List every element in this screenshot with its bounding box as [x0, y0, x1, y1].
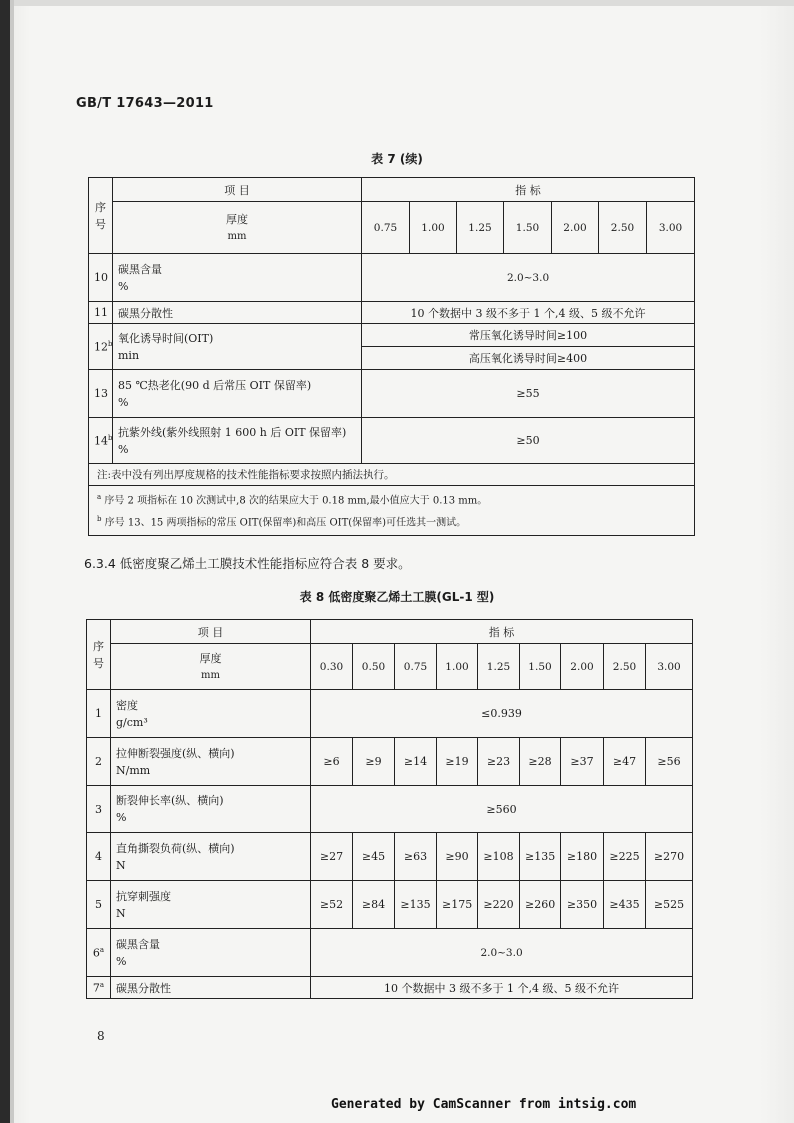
t7-thk-3: 1.50 — [504, 202, 552, 254]
table-row — [87, 929, 693, 977]
t8-item — [111, 738, 311, 786]
t7-thk-4: 2.00 — [552, 202, 599, 254]
footnote-text: 序号 2 项指标在 10 次测试中,8 次的结果应大于 0.18 mm,最小值应大于 0.13 mm。 — [104, 495, 488, 507]
t8-value: ≥63 — [395, 833, 437, 881]
t7-item — [113, 254, 362, 302]
t8-item-name: 拉伸断裂强度(纵、横向) — [116, 746, 235, 760]
footnote-text: 序号 13、15 两项指标的常压 OIT(保留率)和高压 OIT(保留率)可任选其一测试。 — [104, 517, 467, 529]
table-row — [87, 881, 693, 929]
t8-item-unit: N — [116, 906, 126, 920]
scan-left-edge — [0, 0, 10, 1123]
t8-item — [111, 833, 311, 881]
t7-item-header: 项 目 — [113, 178, 362, 202]
t8-thk-7: 2.50 — [604, 644, 646, 690]
t8-value: ≥84 — [353, 881, 395, 929]
t7-seq-header: 序 号 — [89, 178, 113, 254]
t8-seq — [87, 929, 111, 977]
t7-seq-footnote-mark: b — [108, 433, 113, 442]
t8-value: ≥56 — [646, 738, 693, 786]
t8-value: ≥23 — [478, 738, 520, 786]
t7-item-unit: min — [118, 348, 140, 362]
t8-value: ≥220 — [478, 881, 520, 929]
t7-item-unit: % — [118, 395, 129, 409]
footnote-mark: a — [97, 493, 102, 501]
t8-item-name: 密度 — [116, 698, 138, 712]
t8-seq-footnote-mark: a — [99, 980, 105, 989]
t7-seq — [89, 418, 113, 464]
t8-value: ≥560 — [311, 786, 693, 833]
t7-thk-0: 0.75 — [362, 202, 410, 254]
t8-value: ≥435 — [604, 881, 646, 929]
t8-indicator-header: 指 标 — [311, 620, 693, 644]
t8-value: ≥6 — [311, 738, 353, 786]
t8-item-unit: N — [116, 858, 126, 872]
t7-indicator-header: 指 标 — [362, 178, 695, 202]
t7-item-unit: % — [118, 442, 129, 456]
t8-value: ≥175 — [437, 881, 478, 929]
t8-item — [111, 786, 311, 833]
scan-left-shadow — [10, 0, 14, 1123]
t8-thk-4: 1.25 — [478, 644, 520, 690]
t7-seq: 10 — [89, 254, 113, 302]
t8-value: ≥52 — [311, 881, 353, 929]
t8-seq — [87, 977, 111, 999]
t8-seq-footnote-mark: a — [99, 945, 105, 954]
t7-value: 10 个数据中 3 级不多于 1 个,4 级、5 级不允许 — [362, 302, 695, 324]
t8-value: ≥135 — [395, 881, 437, 929]
t7-item-name: 抗紫外线(紫外线照射 1 600 h 后 OIT 保留率) — [118, 425, 347, 439]
t7-item-unit: % — [118, 279, 129, 293]
t8-value: ≥90 — [437, 833, 478, 881]
t7-thickness-unit: mm — [227, 230, 247, 242]
footnote-mark: b — [97, 515, 102, 524]
t8-value: ≥28 — [520, 738, 561, 786]
t8-value: 2.0~3.0 — [311, 929, 693, 977]
table-row — [89, 418, 695, 464]
t7-item — [113, 418, 362, 464]
t7-item — [113, 370, 362, 418]
footnote-b — [97, 510, 689, 532]
scan-top-edge — [0, 0, 794, 6]
t7-footnotes — [89, 486, 695, 536]
t8-item-name: 直角撕裂负荷(纵、横向) — [116, 841, 235, 855]
t7-item-name: 氧化诱导时间(OIT) — [118, 331, 214, 345]
table-row — [87, 833, 693, 881]
t8-thk-8: 3.00 — [646, 644, 693, 690]
t8-value: ≥37 — [561, 738, 604, 786]
t8-value: ≥135 — [520, 833, 561, 881]
t8-seq: 2 — [87, 738, 111, 786]
table-row — [87, 738, 693, 786]
t8-thickness-header — [111, 644, 311, 690]
t7-item-name: 碳黑分散性 — [113, 302, 362, 324]
t7-value: ≥55 — [362, 370, 695, 418]
t8-item — [111, 690, 311, 738]
scanner-watermark: Generated by CamScanner from intsig.com — [331, 1097, 637, 1112]
t8-thk-5: 1.50 — [520, 644, 561, 690]
t7-thk-6: 3.00 — [647, 202, 695, 254]
t8-value: ≤0.939 — [311, 690, 693, 738]
t8-item-unit: % — [116, 954, 127, 968]
t7-item-name: 碳黑含量 — [118, 262, 162, 276]
table-row — [87, 786, 693, 833]
t8-value: ≥9 — [353, 738, 395, 786]
t8-seq-header: 序 号 — [87, 620, 111, 690]
t8-value: ≥270 — [646, 833, 693, 881]
t7-item-name: 85 ℃热老化(90 d 后常压 OIT 保留率) — [118, 378, 312, 392]
t8-thickness-unit: mm — [201, 669, 220, 681]
t8-item-name: 碳黑含量 — [116, 937, 160, 951]
t7-seq: 13 — [89, 370, 113, 418]
table7-caption: 表 7 (续) — [371, 152, 423, 166]
t8-value: ≥47 — [604, 738, 646, 786]
table-row — [89, 254, 695, 302]
t8-value: ≥14 — [395, 738, 437, 786]
t8-item — [111, 881, 311, 929]
page-number: 8 — [97, 1029, 105, 1043]
table-row — [89, 370, 695, 418]
t8-item — [111, 929, 311, 977]
t8-seq: 3 — [87, 786, 111, 833]
t7-value: 2.0~3.0 — [362, 254, 695, 302]
t7-value: 高压氧化诱导时间≥400 — [362, 347, 695, 370]
t8-item-header: 项 目 — [111, 620, 311, 644]
table8 — [86, 619, 693, 999]
t8-seq: 4 — [87, 833, 111, 881]
table8-caption: 表 8 低密度聚乙烯土工膜(GL-1 型) — [299, 590, 495, 604]
t8-value: ≥45 — [353, 833, 395, 881]
t8-value: ≥108 — [478, 833, 520, 881]
t8-seq-number: 7 — [92, 981, 100, 995]
t7-seq: 11 — [89, 302, 113, 324]
t8-item-unit: % — [116, 811, 127, 824]
table-row — [87, 690, 693, 738]
t7-item — [113, 324, 362, 370]
t7-thickness-label: 厚度 — [226, 212, 248, 226]
t7-thk-2: 1.25 — [457, 202, 504, 254]
t8-value: ≥225 — [604, 833, 646, 881]
t8-value: ≥27 — [311, 833, 353, 881]
t8-thk-6: 2.00 — [561, 644, 604, 690]
t8-item-unit: N/mm — [116, 763, 151, 777]
t8-thk-1: 0.50 — [353, 644, 395, 690]
t8-thk-3: 1.00 — [437, 644, 478, 690]
standard-code: GB/T 17643—2011 — [76, 96, 214, 111]
table-row — [87, 977, 693, 999]
t8-value: ≥260 — [520, 881, 561, 929]
t7-seq-number: 14 — [94, 434, 108, 448]
t8-value: ≥525 — [646, 881, 693, 929]
table7 — [88, 177, 695, 536]
clause-6-3-4: 6.3.4 低密度聚乙烯土工膜技术性能指标应符合表 8 要求。 — [84, 556, 411, 571]
t8-seq: 1 — [87, 690, 111, 738]
t8-value: ≥350 — [561, 881, 604, 929]
t8-value: ≥19 — [437, 738, 478, 786]
t7-thickness-header — [113, 202, 362, 254]
table-row — [89, 302, 695, 324]
t8-seq-number: 6 — [92, 946, 100, 960]
t7-thk-1: 1.00 — [410, 202, 457, 254]
t8-item-name: 抗穿刺强度 — [116, 889, 171, 903]
t8-seq: 5 — [87, 881, 111, 929]
footnote-a — [97, 488, 689, 510]
t7-value: ≥50 — [362, 418, 695, 464]
t7-thk-5: 2.50 — [599, 202, 647, 254]
t7-seq — [89, 324, 113, 370]
t8-thk-2: 0.75 — [395, 644, 437, 690]
t8-thickness-label: 厚度 — [199, 651, 222, 665]
t8-value: 10 个数据中 3 级不多于 1 个,4 级、5 级不允许 — [311, 977, 693, 999]
t8-item-name: 碳黑分散性 — [111, 977, 311, 999]
t7-seq-number: 12 — [94, 340, 108, 354]
t8-value: ≥180 — [561, 833, 604, 881]
t7-note: 注:表中没有列出厚度规格的技术性能指标要求按照内插法执行。 — [89, 464, 695, 486]
t7-seq-footnote-mark: b — [108, 339, 113, 348]
t7-value: 常压氧化诱导时间≥100 — [362, 324, 695, 347]
table-row — [89, 324, 695, 347]
t8-item-name: 断裂伸长率(纵、横向) — [116, 794, 224, 807]
t8-item-unit: g/cm³ — [116, 715, 148, 729]
t8-thk-0: 0.30 — [311, 644, 353, 690]
